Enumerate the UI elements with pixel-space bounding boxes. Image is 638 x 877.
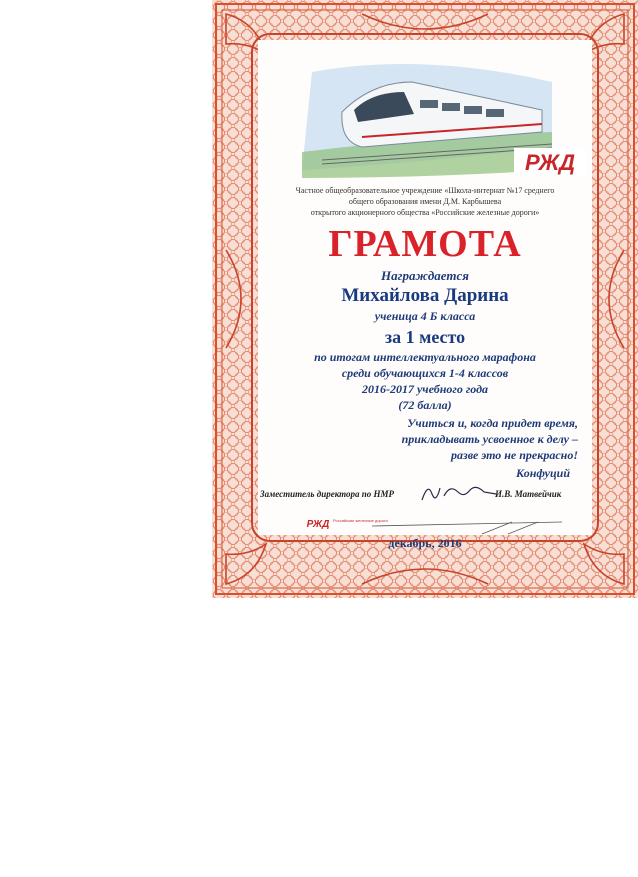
- score-line: (72 балла): [398, 398, 452, 412]
- signer-name: И.В. Матвейчик: [495, 489, 562, 499]
- rzd-logo: [514, 148, 586, 176]
- rzd-logo-text: РЖД: [524, 150, 576, 175]
- recipient-grade: ученица 4 Б класса: [374, 309, 476, 323]
- reason-line: среди обучающихся 1-4 классов: [341, 366, 509, 380]
- signer-role: Заместитель директора по НМР: [260, 489, 395, 499]
- certificate-title: ГРАМОТА: [328, 223, 522, 265]
- recipient-name: Михайлова Дарина: [341, 285, 509, 306]
- certificate: [212, 0, 638, 598]
- org-line: открытого акционерного общества «Российские железные дороги»: [310, 208, 540, 217]
- reason-line: по итогам интеллектуального марафона: [314, 350, 536, 364]
- quote-line: Учиться и, когда придет время,: [407, 416, 578, 430]
- award-place: за 1 место: [384, 327, 466, 347]
- rzd-small-logo-text: РЖД: [306, 519, 330, 529]
- awarded-label: Награждается: [381, 268, 469, 283]
- reason-line: 2016-2017 учебного года: [361, 382, 489, 396]
- org-line: общего образования имени Д.М. Карбышева: [348, 197, 502, 206]
- quote-line: разве это не прекрасно!: [451, 448, 578, 462]
- footer-rule: [332, 518, 562, 536]
- quote-line: прикладывать усвоенное к делу –: [401, 432, 578, 446]
- issue-date: декабрь, 2016: [388, 536, 462, 550]
- rzd-small-caption: Российские железные дороги: [333, 518, 388, 523]
- rzd-small-logo: [306, 517, 330, 529]
- quote-author: Конфуций: [516, 466, 570, 480]
- organization-name: [212, 185, 638, 218]
- org-line: Частное общеобразовательное учреждение «Школа-интернат №17 среднего: [295, 186, 555, 195]
- handwritten-signature: [418, 478, 498, 508]
